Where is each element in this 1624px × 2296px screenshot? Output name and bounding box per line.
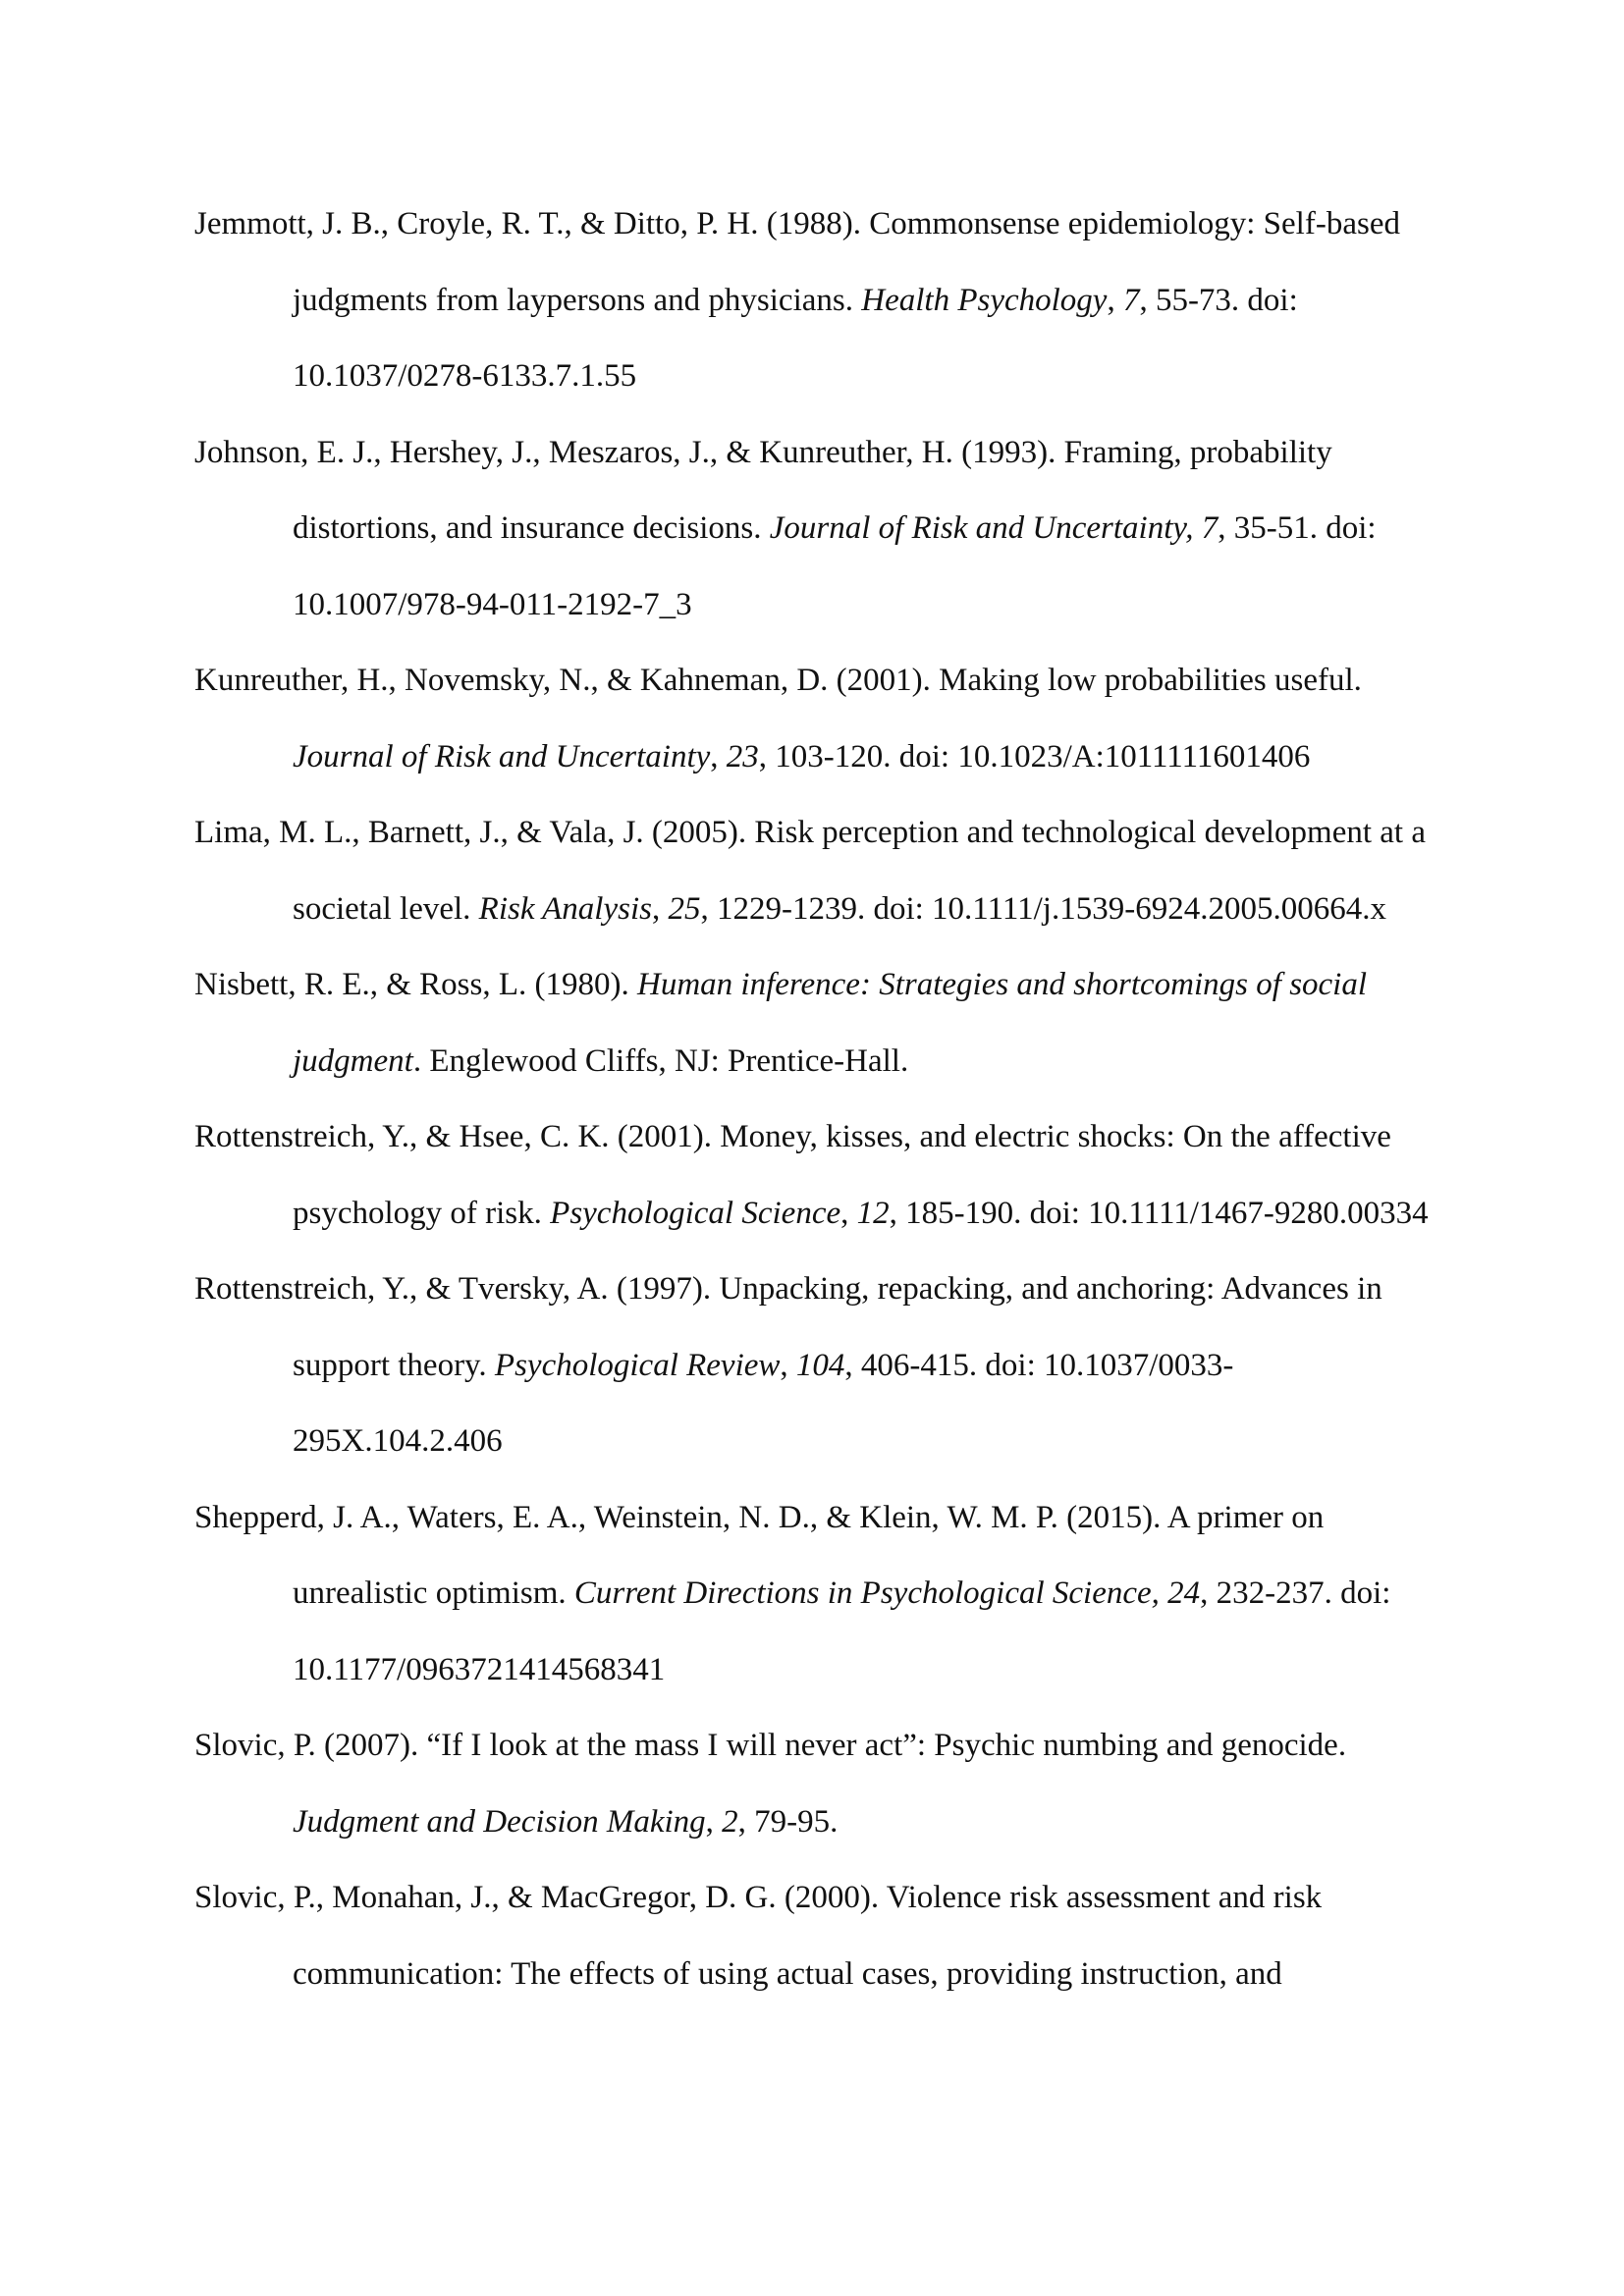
volume-number: 23 bbox=[726, 738, 759, 774]
reference-text: Nisbett, R. E., & Ross, L. (1980). bbox=[194, 967, 637, 1002]
reference-text: Rottenstreich, Y., & Hsee, C. K. (2001). Money, kisses, and electric shocks: On the affective psychology of risk. bbox=[194, 1119, 1391, 1231]
reference-entry bbox=[194, 643, 1441, 795]
volume-number: 12 bbox=[856, 1195, 890, 1231]
journal-title: Health Psychology bbox=[861, 282, 1108, 318]
volume-number: 2 bbox=[722, 1803, 738, 1840]
reference-text: Johnson, E. J., Hershey, J., Meszaros, J., & Kunreuther, H. (1993). Framing, probability distortions, and insurance decisions. bbox=[194, 434, 1332, 546]
volume-number: 25 bbox=[668, 890, 701, 927]
journal-title: Psychological Science bbox=[550, 1195, 841, 1231]
reference-text: Slovic, P. (2007). “If I look at the mass I will never act”: Psychic numbing and genocide. bbox=[194, 1728, 1347, 1763]
reference-text: , 232-237. doi: 10.1177/0963721414568341 bbox=[293, 1575, 1391, 1687]
reference-entry bbox=[194, 1480, 1441, 1709]
reference-entry bbox=[194, 187, 1441, 415]
reference-text: , 35-51. doi: 10.1007/978-94-011-2192-7_3 bbox=[293, 510, 1377, 622]
journal-title: Current Directions in Psychological Science, 24 bbox=[573, 1575, 1201, 1611]
reference-text: , bbox=[780, 1347, 796, 1383]
reference-text: Shepperd, J. A., Waters, E. A., Weinstein, N. D., & Klein, W. M. P. (2015). A primer on unrealistic optimism. bbox=[194, 1499, 1325, 1611]
reference-text: Rottenstreich, Y., & Tversky, A. (1997). Unpacking, repacking, and anchoring: Advances in support theory. bbox=[194, 1271, 1382, 1383]
journal-title: Journal of Risk and Uncertainty, 7 bbox=[769, 510, 1218, 546]
reference-text: , bbox=[1107, 282, 1123, 318]
journal-title: Journal of Risk and Uncertainty bbox=[293, 738, 711, 774]
reference-entry bbox=[194, 1252, 1441, 1480]
reference-text: , 103-120. doi: 10.1023/A:1011111601406 bbox=[758, 738, 1311, 774]
journal-title: Psychological Review bbox=[494, 1347, 781, 1383]
reference-entry bbox=[194, 1860, 1441, 2012]
reference-text: , 55-73. doi: 10.1037/0278-6133.7.1.55 bbox=[293, 282, 1298, 394]
journal-title: Risk Analysis bbox=[478, 890, 652, 927]
reference-text: Kunreuther, H., Novemsky, N., & Kahneman, D. (2001). Making low probabilities useful. bbox=[194, 663, 1362, 698]
reference-text: , 79-95. bbox=[737, 1803, 839, 1840]
reference-list bbox=[194, 187, 1441, 2012]
reference-text: , bbox=[710, 738, 727, 774]
reference-text: , bbox=[705, 1803, 723, 1840]
reference-text: , 185-190. doi: 10.1111/1467-9280.00334 bbox=[889, 1195, 1429, 1231]
reference-text: , bbox=[651, 890, 669, 927]
journal-title: Judgment and Decision Making bbox=[293, 1803, 706, 1840]
reference-text: , 406-415. doi: 10.1037/0033-295X.104.2.406 bbox=[293, 1347, 1234, 1459]
reference-text: . Englewood Cliffs, NJ: Prentice-Hall. bbox=[412, 1042, 909, 1079]
reference-text: , bbox=[840, 1195, 857, 1231]
reference-entry bbox=[194, 947, 1441, 1099]
reference-text: Slovic, P., Monahan, J., & MacGregor, D. G. (2000). Violence risk assessment and risk communication: The effects of using actual cases, providing instruction, and bbox=[194, 1880, 1323, 1992]
book-title: Human inference: Strategies and shortcomings of social judgment bbox=[293, 967, 1368, 1079]
reference-text: , 1229-1239. doi: 10.1111/j.1539-6924.2005.00664.x bbox=[700, 890, 1386, 927]
reference-text: Lima, M. L., Barnett, J., & Vala, J. (2005). Risk perception and technological development at a societal level. bbox=[194, 815, 1426, 927]
reference-entry bbox=[194, 1099, 1441, 1252]
volume-number: 7 bbox=[1122, 282, 1140, 318]
reference-entry bbox=[194, 795, 1441, 947]
reference-entry bbox=[194, 415, 1441, 644]
reference-entry bbox=[194, 1708, 1441, 1860]
volume-number: 104 bbox=[795, 1347, 845, 1383]
reference-text: Jemmott, J. B., Croyle, R. T., & Ditto, P. H. (1988). Commonsense epidemiology: Self-based judgments from laypersons and physicians. bbox=[194, 206, 1400, 318]
